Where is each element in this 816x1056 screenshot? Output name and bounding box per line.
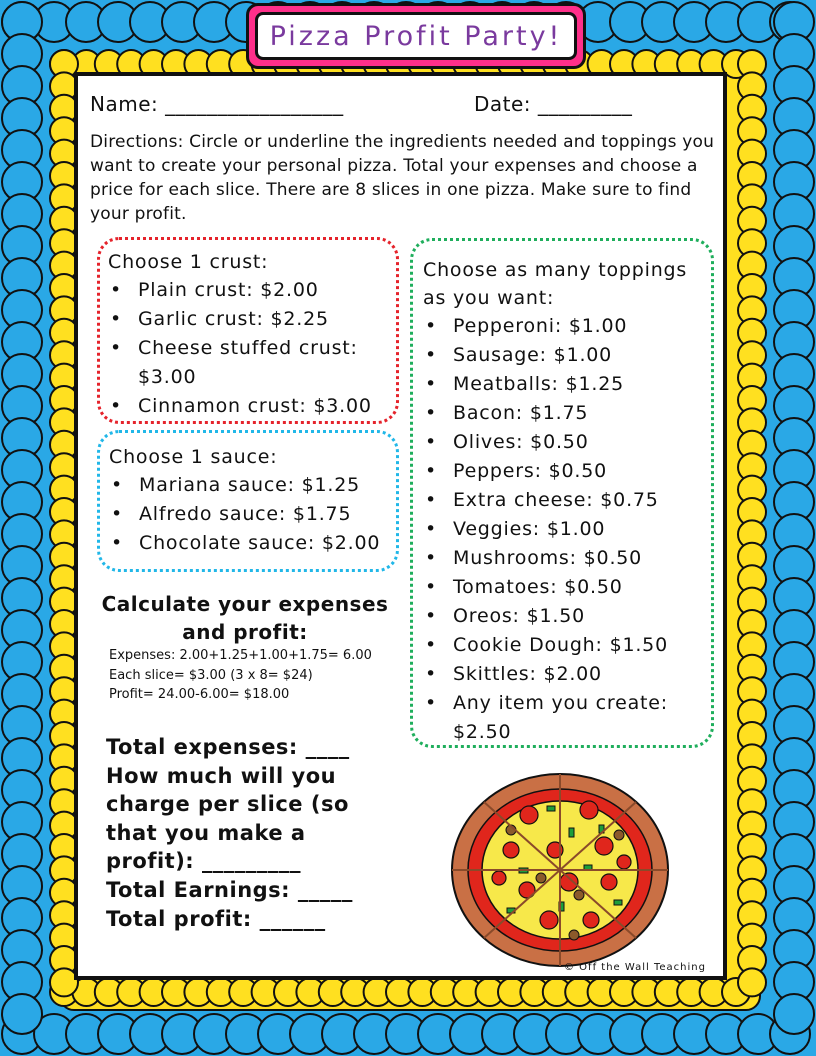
topping-option[interactable]: • Meatballs: $1.25 — [423, 370, 708, 399]
calculate-heading: Calculate your expenses and profit: — [101, 592, 389, 644]
crust-option[interactable]: • Cheese stuffed crust: $3.00 — [108, 334, 388, 392]
name-field[interactable]: Name: _________________ — [90, 92, 344, 116]
toppings-section — [423, 256, 708, 747]
calc-line: Expenses: 2.00+1.25+1.00+1.75= 6.00 — [109, 648, 372, 663]
sauce-option[interactable]: • Alfredo sauce: $1.75 — [109, 500, 380, 529]
toppings-heading: Choose as many toppings as you want: — [423, 259, 688, 309]
topping-option[interactable]: • Peppers: $0.50 — [423, 457, 708, 486]
sauce-option[interactable]: • Chocolate sauce: $2.00 — [109, 529, 380, 558]
topping-option[interactable]: • Extra cheese: $0.75 — [423, 486, 708, 515]
page-title: Pizza Profit Party! — [255, 12, 577, 60]
sauce-list — [109, 471, 380, 558]
calc-line: Profit= 24.00-6.00= $18.00 — [109, 687, 290, 702]
total-profit-field[interactable]: Total profit: ______ — [106, 906, 326, 931]
charge-question: that you make a — [106, 820, 306, 845]
topping-option[interactable]: • Cookie Dough: $1.50 — [423, 631, 708, 660]
crust-option[interactable]: • Plain crust: $2.00 — [108, 276, 388, 305]
scallop-bump — [774, 994, 814, 1034]
calculate-example — [109, 646, 372, 705]
sauce-section — [109, 443, 380, 558]
total-expenses-field[interactable]: Total expenses: ____ — [106, 735, 350, 759]
topping-option[interactable]: • Skittles: $2.00 — [423, 660, 708, 689]
copyright-credit: © Off the Wall Teaching — [564, 962, 706, 973]
total-earnings-field[interactable]: Total Earnings: _____ — [106, 877, 353, 902]
date-field[interactable]: Date: _________ — [474, 92, 633, 116]
topping-option[interactable]: • Veggies: $1.00 — [423, 515, 708, 544]
totals-section — [106, 733, 353, 933]
topping-option[interactable]: • Tomatoes: $0.50 — [423, 573, 708, 602]
topping-option[interactable]: • Sausage: $1.00 — [423, 341, 708, 370]
crust-section — [108, 248, 388, 421]
charge-question: charge per slice (so — [106, 792, 349, 817]
charge-question: How much will you — [106, 763, 337, 788]
directions-text: Directions: Circle or underline the ingredients needed and toppings you want to create your personal pizza. Total your expenses and choose a price for each slice. There are 8 slices in one pizza. Make sure to find your profit. — [90, 132, 715, 224]
toppings-list — [423, 312, 708, 747]
crust-list — [108, 276, 388, 421]
calc-line: Each slice= $3.00 (3 x 8= $24) — [109, 667, 313, 683]
charge-per-slice-field[interactable]: profit): _________ — [106, 849, 301, 874]
crust-option[interactable]: • Cinnamon crust: $3.00 — [108, 392, 388, 421]
crust-heading: Choose 1 crust: — [108, 251, 269, 273]
topping-option[interactable]: • Oreos: $1.50 — [423, 602, 708, 631]
scallop-bump — [2, 994, 42, 1034]
title-banner — [246, 3, 586, 69]
sauce-option[interactable]: • Mariana sauce: $1.25 — [109, 471, 380, 500]
topping-option[interactable]: • Bacon: $1.75 — [423, 399, 708, 428]
topping-option[interactable]: • Pepperoni: $1.00 — [423, 312, 708, 341]
sauce-heading: Choose 1 sauce: — [109, 446, 278, 468]
topping-option[interactable]: • Olives: $0.50 — [423, 428, 708, 457]
topping-option[interactable]: • Any item you create: $2.50 — [423, 689, 708, 747]
scallop-bump — [738, 968, 766, 996]
crust-option[interactable]: • Garlic crust: $2.25 — [108, 305, 388, 334]
topping-option[interactable]: • Mushrooms: $0.50 — [423, 544, 708, 573]
pizza-icon — [449, 770, 671, 970]
